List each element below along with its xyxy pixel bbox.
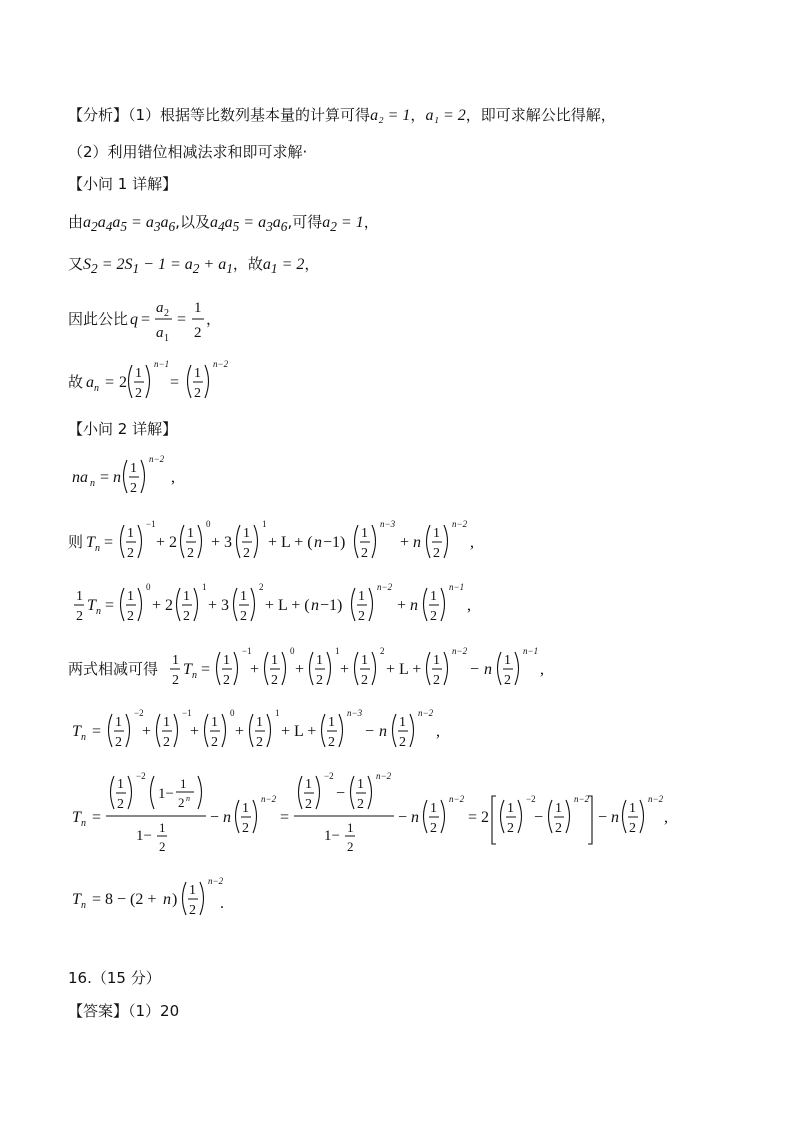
svg-text:=: = — [177, 311, 187, 328]
q1-eq4: $S_2 = 2S_1 - 1 = a_2 + a_1$ — [83, 256, 233, 277]
svg-text:2: 2 — [127, 546, 134, 561]
svg-text:a: a — [86, 374, 94, 391]
svg-text:2: 2 — [194, 325, 202, 341]
svg-text:2: 2 — [194, 386, 201, 401]
svg-text:1: 1 — [271, 653, 278, 668]
q2-final-formula — [68, 872, 268, 924]
svg-text:n: n — [96, 606, 101, 617]
svg-text:1: 1 — [180, 776, 187, 791]
analysis-part1-prefix: （1）根据等比数列基本量的计算可得 — [128, 106, 371, 124]
svg-text:2: 2 — [380, 646, 385, 656]
svg-text:,: , — [470, 534, 474, 551]
svg-text:2: 2 — [361, 546, 368, 561]
svg-text:2: 2 — [243, 546, 250, 561]
svg-text:1: 1 — [430, 589, 437, 604]
svg-text:+ 3: + 3 — [208, 597, 230, 614]
svg-text:n: n — [314, 534, 322, 551]
svg-text:0: 0 — [146, 582, 151, 592]
svg-text:n: n — [113, 469, 121, 486]
analysis-line — [68, 104, 616, 127]
svg-text:2: 2 — [178, 795, 185, 810]
svg-text:2: 2 — [119, 374, 127, 391]
svg-text:−: − — [336, 785, 346, 802]
svg-text:1: 1 — [335, 646, 340, 656]
svg-text:n−2: n−2 — [452, 646, 468, 656]
analysis-sep: ， — [410, 106, 426, 124]
a2-equation: a₂ = 1 — [370, 107, 411, 124]
svg-text:n−2: n−2 — [376, 771, 392, 781]
q2-nan-formula — [68, 452, 268, 502]
svg-text:1: 1 — [629, 801, 636, 816]
q1-line1-prefix: 由 — [68, 213, 84, 231]
svg-text:−1: −1 — [146, 519, 156, 529]
svg-text:n−2: n−2 — [149, 454, 165, 464]
svg-text:1: 1 — [507, 801, 514, 816]
svg-text:2: 2 — [399, 735, 406, 750]
svg-text:1: 1 — [115, 715, 122, 730]
svg-text:n: n — [186, 794, 190, 803]
svg-text:1: 1 — [316, 653, 323, 668]
svg-text:0: 0 — [230, 708, 235, 718]
svg-text:,: , — [171, 469, 175, 486]
svg-text:1: 1 — [243, 526, 250, 541]
q1-an-formula — [68, 355, 268, 405]
svg-text:,: , — [467, 597, 471, 614]
svg-text:+: + — [142, 723, 152, 740]
svg-text:): ) — [172, 891, 178, 908]
svg-text:=: = — [170, 374, 180, 391]
svg-text:1: 1 — [358, 589, 365, 604]
svg-text:1: 1 — [275, 708, 280, 718]
svg-text:1: 1 — [223, 653, 230, 668]
svg-text:n−2: n−2 — [648, 794, 664, 804]
svg-text:+: + — [235, 723, 245, 740]
svg-text:n: n — [95, 543, 100, 554]
svg-text:1: 1 — [135, 366, 142, 381]
svg-text:2: 2 — [555, 821, 562, 836]
svg-text:2: 2 — [242, 821, 249, 836]
svg-text:+: + — [295, 661, 305, 678]
svg-text:n: n — [163, 891, 171, 908]
q16-answer-line — [68, 1000, 179, 1022]
svg-text:1: 1 — [361, 526, 368, 541]
svg-text:1: 1 — [202, 582, 207, 592]
svg-text:1: 1 — [117, 777, 124, 792]
svg-text:+ L +: + L + — [386, 661, 422, 678]
svg-text:2: 2 — [361, 673, 368, 688]
q1-line2-end: ， — [304, 255, 320, 273]
svg-text:1: 1 — [433, 653, 440, 668]
svg-text:=: = — [92, 809, 102, 826]
svg-text:=: = — [92, 723, 102, 740]
svg-text:n: n — [90, 478, 95, 489]
svg-text:n−2: n−2 — [377, 582, 393, 592]
svg-text:0: 0 — [290, 646, 295, 656]
q1-line2-prefix: 又 — [68, 255, 84, 273]
svg-text:−: − — [210, 809, 220, 826]
svg-text:−: − — [365, 723, 375, 740]
svg-text:1: 1 — [172, 653, 179, 668]
q2-heading: 【小问 2 详解】 — [68, 420, 178, 438]
a1-equation: a₁ = 2 — [425, 107, 466, 124]
svg-text:q: q — [130, 311, 138, 328]
svg-text:2: 2 — [347, 839, 354, 854]
svg-text:2: 2 — [117, 797, 124, 812]
svg-text:1: 1 — [127, 589, 134, 604]
svg-text:1: 1 — [159, 820, 166, 835]
svg-text:.: . — [220, 895, 224, 912]
svg-text:1: 1 — [76, 589, 83, 604]
svg-text:+: + — [400, 534, 410, 551]
q1-eq1: $a_2a_4a_5 = a_3a_6$ — [83, 214, 176, 235]
svg-text:−2: −2 — [526, 794, 536, 804]
svg-text:n−2: n−2 — [574, 794, 590, 804]
svg-text:n−1: n−1 — [523, 646, 539, 656]
q1-heading: 【小问 1 详解】 — [68, 175, 178, 193]
svg-text:n−2: n−2 — [213, 359, 229, 369]
svg-text:0: 0 — [206, 519, 211, 529]
q1-line3-end: ， — [206, 310, 222, 328]
svg-text:n: n — [223, 809, 231, 826]
svg-text:2: 2 — [305, 797, 312, 812]
svg-text:T: T — [183, 661, 192, 678]
svg-text:2: 2 — [127, 609, 134, 624]
svg-text:1: 1 — [130, 461, 137, 476]
q1-line1-end: ， — [363, 213, 379, 231]
svg-text:2: 2 — [76, 609, 83, 624]
svg-text:1: 1 — [305, 777, 312, 792]
svg-text:=: = — [201, 661, 211, 678]
q16-number: 16.（15 分） — [68, 969, 161, 987]
analysis-part1-suffix: ，即可求解公比得解， — [465, 106, 616, 124]
svg-text:na: na — [72, 469, 88, 486]
svg-text:2: 2 — [430, 609, 437, 624]
svg-text:T: T — [86, 534, 95, 551]
svg-text:n−1: n−1 — [449, 582, 465, 592]
q1-line4-prefix: 故 — [68, 373, 84, 391]
svg-text:1: 1 — [194, 300, 202, 316]
svg-text:1−: 1− — [324, 828, 340, 844]
analysis-tag: 【分析】 — [68, 106, 129, 124]
q1-eq3: $a_2 = 1$ — [322, 214, 364, 235]
svg-text:1: 1 — [163, 715, 170, 730]
svg-text:=: = — [280, 809, 290, 826]
svg-text:2: 2 — [223, 673, 230, 688]
svg-text:= 2: = 2 — [468, 809, 490, 826]
svg-text:=: = — [105, 374, 115, 391]
svg-text:2: 2 — [507, 821, 514, 836]
svg-text:,: , — [664, 809, 668, 826]
svg-text:T: T — [72, 891, 81, 908]
svg-text:2: 2 — [187, 546, 194, 561]
svg-text:+ 2: + 2 — [152, 597, 174, 614]
q2-tn-formula — [68, 515, 508, 569]
svg-text:,: , — [540, 661, 544, 678]
svg-text:2: 2 — [211, 735, 218, 750]
svg-text:=: = — [100, 469, 110, 486]
q1-line2-mid: ，故 — [232, 255, 263, 273]
q1-line3-prefix: 因此公比 — [68, 310, 129, 328]
svg-text:−2: −2 — [136, 771, 146, 781]
svg-text:n−2: n−2 — [449, 794, 465, 804]
svg-text:n−1: n−1 — [154, 359, 170, 369]
svg-text:n: n — [81, 900, 86, 911]
svg-text:2: 2 — [189, 903, 196, 918]
svg-text:−: − — [598, 809, 608, 826]
svg-text:=: = — [105, 597, 115, 614]
svg-text:,: , — [436, 723, 440, 740]
svg-text:2: 2 — [163, 735, 170, 750]
q1-line1 — [68, 211, 379, 238]
svg-text:+ L + (: + L + ( — [265, 597, 310, 614]
svg-text:n: n — [611, 809, 619, 826]
svg-text:−: − — [470, 661, 480, 678]
svg-text:n: n — [81, 732, 86, 743]
q16-answer-tag: 【答案】 — [68, 1002, 129, 1020]
svg-text:T: T — [72, 723, 81, 740]
svg-text:−2: −2 — [324, 771, 334, 781]
svg-text:T: T — [72, 809, 81, 826]
svg-text:n−2: n−2 — [418, 708, 434, 718]
svg-text:n: n — [410, 597, 418, 614]
svg-text:2: 2 — [357, 797, 364, 812]
svg-text:n: n — [311, 597, 319, 614]
svg-text:2: 2 — [433, 673, 440, 688]
svg-text:n: n — [94, 383, 99, 394]
svg-text:2: 2 — [115, 735, 122, 750]
svg-text:1: 1 — [430, 801, 437, 816]
svg-text:1: 1 — [242, 801, 249, 816]
q2-subtract-label: 两式相减可得 — [68, 660, 159, 678]
svg-text:n−3: n−3 — [347, 708, 363, 718]
svg-text:1: 1 — [183, 589, 190, 604]
svg-text:n: n — [192, 670, 197, 681]
svg-text:1: 1 — [211, 715, 218, 730]
svg-text:−: − — [398, 809, 408, 826]
svg-text:+ L + (: + L + ( — [268, 534, 313, 551]
svg-text:2: 2 — [159, 839, 166, 854]
svg-text:1: 1 — [256, 715, 263, 730]
svg-text:2: 2 — [135, 386, 142, 401]
svg-text:1: 1 — [187, 526, 194, 541]
svg-text:1: 1 — [240, 589, 247, 604]
q1-line2 — [68, 253, 319, 280]
svg-text:1: 1 — [194, 366, 201, 381]
svg-text:2: 2 — [358, 609, 365, 624]
svg-text:n−2: n−2 — [261, 794, 277, 804]
svg-text:−1): −1) — [323, 534, 346, 551]
svg-text:+: + — [340, 661, 350, 678]
svg-text:2: 2 — [504, 673, 511, 688]
q2-tn-sum-formula — [68, 704, 488, 758]
svg-text:+: + — [397, 597, 407, 614]
svg-text:a: a — [156, 325, 164, 341]
svg-text:=: = — [104, 534, 114, 551]
svg-text:= 8 − (2 +: = 8 − (2 + — [92, 891, 157, 908]
svg-text:−: − — [534, 809, 544, 826]
svg-text:a: a — [156, 300, 164, 316]
q2-closed-form — [68, 770, 668, 860]
svg-text:1: 1 — [262, 519, 267, 529]
svg-text:2: 2 — [130, 481, 137, 496]
svg-text:1: 1 — [504, 653, 511, 668]
svg-text:+ L +: + L + — [281, 723, 317, 740]
svg-text:1: 1 — [189, 883, 196, 898]
q1-line1-suffix: ,可得 — [287, 213, 323, 231]
svg-text:1: 1 — [399, 715, 406, 730]
svg-text:−1: −1 — [182, 708, 192, 718]
svg-text:2: 2 — [430, 821, 437, 836]
svg-text:−1): −1) — [320, 597, 343, 614]
svg-text:n: n — [484, 661, 492, 678]
svg-text:2: 2 — [259, 582, 264, 592]
svg-text:2: 2 — [328, 735, 335, 750]
svg-text:1: 1 — [127, 526, 134, 541]
q2-subtract-formula — [68, 642, 568, 696]
svg-text:+ 3: + 3 — [211, 534, 233, 551]
svg-text:1: 1 — [328, 715, 335, 730]
svg-text:1: 1 — [357, 777, 364, 792]
q16-answer: （1）20 — [128, 1002, 180, 1020]
svg-text:n: n — [379, 723, 387, 740]
svg-text:+ 2: + 2 — [156, 534, 178, 551]
q1-eq2: $a_4a_5 = a_3a_6$ — [209, 214, 288, 235]
svg-text:1: 1 — [433, 526, 440, 541]
svg-text:1−: 1− — [158, 786, 174, 802]
svg-text:−1: −1 — [242, 646, 252, 656]
svg-text:n: n — [81, 818, 86, 829]
svg-text:2: 2 — [183, 609, 190, 624]
svg-text:n−2: n−2 — [208, 876, 224, 886]
svg-text:n−2: n−2 — [452, 519, 468, 529]
svg-text:T: T — [87, 597, 96, 614]
svg-text:n: n — [411, 809, 419, 826]
svg-text:+: + — [250, 661, 260, 678]
svg-text:2: 2 — [172, 673, 179, 688]
svg-text:2: 2 — [240, 609, 247, 624]
svg-text:1−: 1− — [136, 828, 152, 844]
analysis-part2: （2）利用错位相减法求和即可求解· — [68, 143, 308, 161]
q1-eq5: $a_1 = 2$ — [262, 256, 305, 277]
svg-text:2: 2 — [256, 735, 263, 750]
svg-text:=: = — [141, 311, 151, 328]
q2-then-label: 则 — [68, 533, 84, 551]
svg-text:1: 1 — [347, 820, 354, 835]
q1-line1-mid: ,以及 — [175, 213, 210, 231]
q2-half-tn-formula — [68, 578, 508, 632]
svg-text:1: 1 — [164, 333, 169, 344]
svg-text:1: 1 — [555, 801, 562, 816]
svg-text:1: 1 — [361, 653, 368, 668]
svg-text:n: n — [413, 534, 421, 551]
svg-text:2: 2 — [433, 546, 440, 561]
svg-text:n−3: n−3 — [380, 519, 396, 529]
svg-text:−2: −2 — [134, 708, 144, 718]
svg-text:+: + — [190, 723, 200, 740]
svg-text:2: 2 — [271, 673, 278, 688]
q1-ratio-formula — [68, 292, 268, 344]
svg-text:2: 2 — [629, 821, 636, 836]
svg-text:2: 2 — [316, 673, 323, 688]
svg-text:2: 2 — [164, 308, 169, 319]
